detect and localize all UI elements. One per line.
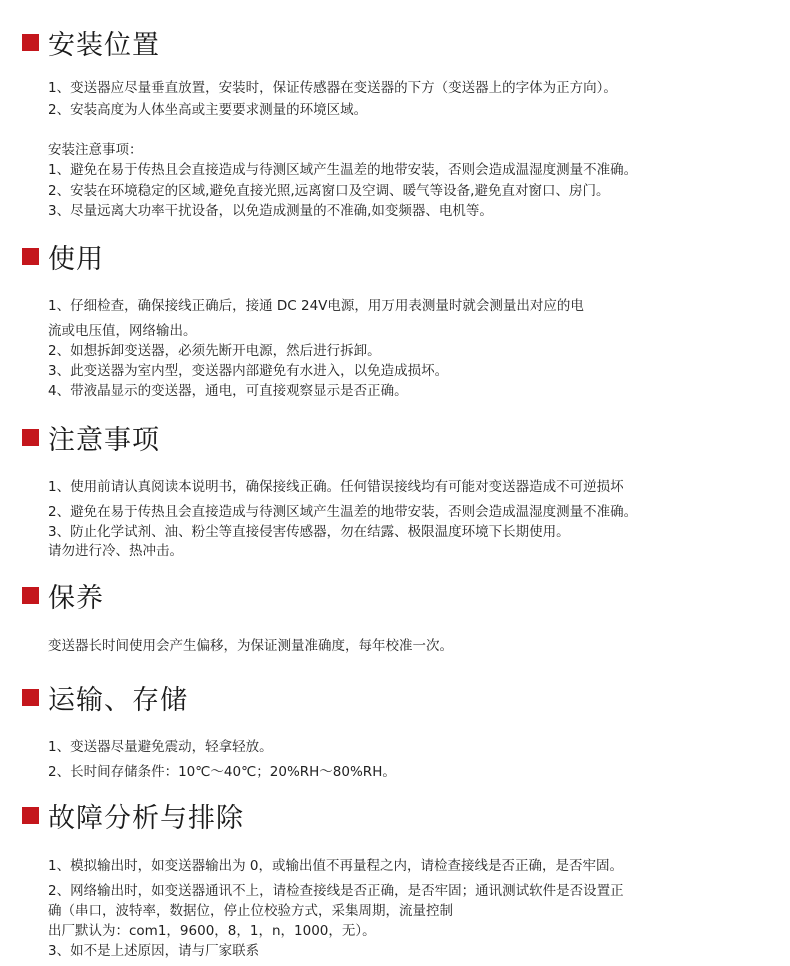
section-heading — [22, 677, 188, 717]
section-heading — [22, 236, 104, 276]
text-line: 2、避免在易于传热且会直接造成与待测区域产生温差的地带安装，否则会造成温湿度测量不准确。 — [48, 504, 638, 520]
text-line: 变送器长时间使用会产生偏移，为保证测量准确度，每年校准一次。 — [48, 638, 453, 654]
text-line: 出厂默认为：com1，9600，8，1，n，1000，无）。 — [48, 923, 376, 939]
text-line: 2、安装高度为人体坐高或主要要求测量的环境区域。 — [48, 102, 368, 118]
red-square-icon — [22, 807, 39, 824]
red-square-icon — [22, 587, 39, 604]
red-square-icon — [22, 34, 39, 51]
section-heading — [22, 417, 160, 457]
text-line: 1、避免在易于传热且会直接造成与待测区域产生温差的地带安装，否则会造成温湿度测量不准确。 — [48, 162, 638, 178]
text-line: 1、变送器尽量避免震动，轻拿轻放。 — [48, 739, 273, 755]
text-line: 1、使用前请认真阅读本说明书，确保接线正确。任何错误接线均有可能对变送器造成不可逆损坏 — [48, 479, 624, 495]
text-line: 1、变送器应尽量垂直放置，安装时，保证传感器在变送器的下方（变送器上的字体为正方向）。 — [48, 80, 617, 96]
section-title: 保养 — [48, 582, 104, 614]
section-title: 故障分析与排除 — [48, 802, 244, 834]
section-heading — [22, 575, 104, 615]
text-line: 2、如想拆卸变送器，必须先断开电源，然后进行拆卸。 — [48, 343, 381, 359]
text-line: 2、安装在环境稳定的区域,避免直接光照,远离窗口及空调、暖气等设备,避免直对窗口、房门。 — [48, 183, 610, 199]
section-title: 运输、存储 — [48, 684, 188, 716]
text-line: 1、模拟输出时，如变送器输出为 0，或输出值不再量程之内，请检查接线是否正确，是否牢固。 — [48, 858, 623, 874]
text-line: 流或电压值，网络输出。 — [48, 323, 197, 339]
text-line: 3、防止化学试剂、油、粉尘等直接侵害传感器，勿在结露、极限温度环境下长期使用。 — [48, 524, 570, 540]
red-square-icon — [22, 689, 39, 706]
text-line: 3、尽量远离大功率干扰设备，以免造成测量的不准确,如变频器、电机等。 — [48, 203, 493, 219]
section-title: 使用 — [48, 243, 104, 275]
text-line: 请勿进行冷、热冲击。 — [48, 543, 183, 559]
section-heading — [22, 795, 244, 835]
red-square-icon — [22, 248, 39, 265]
text-line: 1、仔细检查，确保接线正确后，接通 DC 24V电源，用万用表测量时就会测量出对应的电 — [48, 298, 584, 314]
text-line: 2、网络输出时，如变送器通讯不上，请检查接线是否正确，是否牢固；通讯测试软件是否设置正 — [48, 883, 624, 899]
section-title: 安装位置 — [48, 29, 160, 61]
red-square-icon — [22, 429, 39, 446]
subheading: 安装注意事项： — [48, 142, 143, 158]
section-title: 注意事项 — [48, 424, 160, 456]
section-heading — [22, 22, 160, 62]
text-line: 确（串口，波特率，数据位，停止位校验方式，采集周期，流量控制 — [48, 903, 453, 919]
text-line: 3、如不是上述原因，请与厂家联系 — [48, 943, 260, 959]
text-line: 2、长时间存储条件：10℃～40℃；20%RH～80%RH。 — [48, 764, 396, 780]
text-line: 4、带液晶显示的变送器，通电，可直接观察显示是否正确。 — [48, 383, 408, 399]
text-line: 3、此变送器为室内型，变送器内部避免有水进入，以免造成损坏。 — [48, 363, 449, 379]
